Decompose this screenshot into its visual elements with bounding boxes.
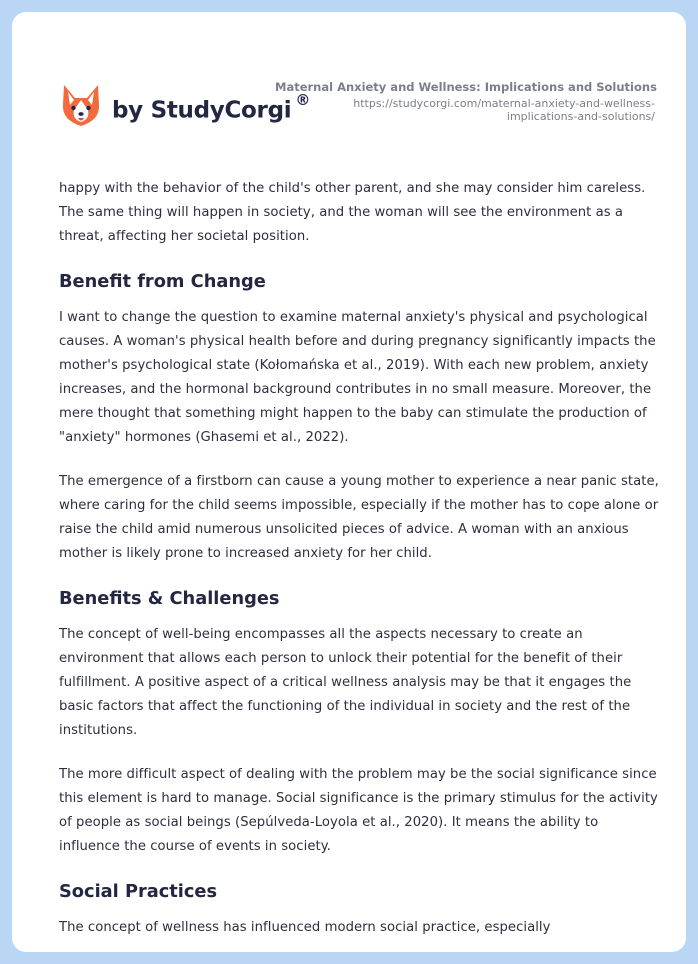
section-heading-benefits-challenges: Benefits & Challenges [59, 588, 280, 609]
document-header [275, 80, 655, 123]
document-page [12, 12, 686, 952]
paragraph: The concept of wellness has influenced modern social practice, especially [59, 920, 551, 935]
brand-name: by StudyCorgi ® [112, 90, 311, 124]
document-title: Maternal Anxiety and Wellness: Implications and Solutions [275, 80, 657, 94]
paragraph: happy with the behavior of the child's other parent, and she may consider him careless. The same thing will happen in society, and the woman will see the environment as a threat, affecting her societal position. [59, 181, 646, 244]
paragraph: The more difficult aspect of dealing with the problem may be the social significance since this element is hard to manage. Social significance is the primary stimulus for the activity of people as social beings (Sepúlveda-Loyola et al., 2020). It means the ability to influence the course of events in society. [59, 767, 658, 854]
article-body [59, 177, 659, 952]
document-url[interactable]: https://studycorgi.com/maternal-anxiety-and-wellness- implications-and-solutions/ [353, 97, 655, 123]
paragraph: The emergence of a firstborn can cause a young mother to experience a near panic state, where caring for the child seems impossible, especially if the mother has to cope alone or raise the child amid numerous unsolicited pieces of advice. A woman with an anxious mother is likely prone to increased anxiety for her child. [59, 474, 659, 561]
section-heading-social-practices: Social Practices [59, 881, 218, 902]
section-heading-benefit-from-change: Benefit from Change [59, 271, 266, 292]
paragraph: The concept of well-being encompasses all the aspects necessary to create an environment that allows each person to unlock their potential for the benefit of their fulfillment. A positive aspect of a critical wellness analysis may be that it engages the basic factors that affect the functioning of the individual in society and the rest of the institutions. [59, 627, 632, 738]
studycorgi-logo[interactable] [60, 76, 310, 136]
corgi-logo-icon [60, 83, 102, 129]
paragraph: I want to change the question to examine maternal anxiety's physical and psychological causes. A woman's physical health before and during pregnancy significantly impacts the mother's psychological state (Kołomańska et al., 2019). With each new problem, anxiety increases, and the hormonal background contributes in no small measure. Moreover, the mere thought that something might happen to the baby can stimulate the production of "anxiety" hormones (Ghasemi et al., 2022). [59, 310, 656, 445]
